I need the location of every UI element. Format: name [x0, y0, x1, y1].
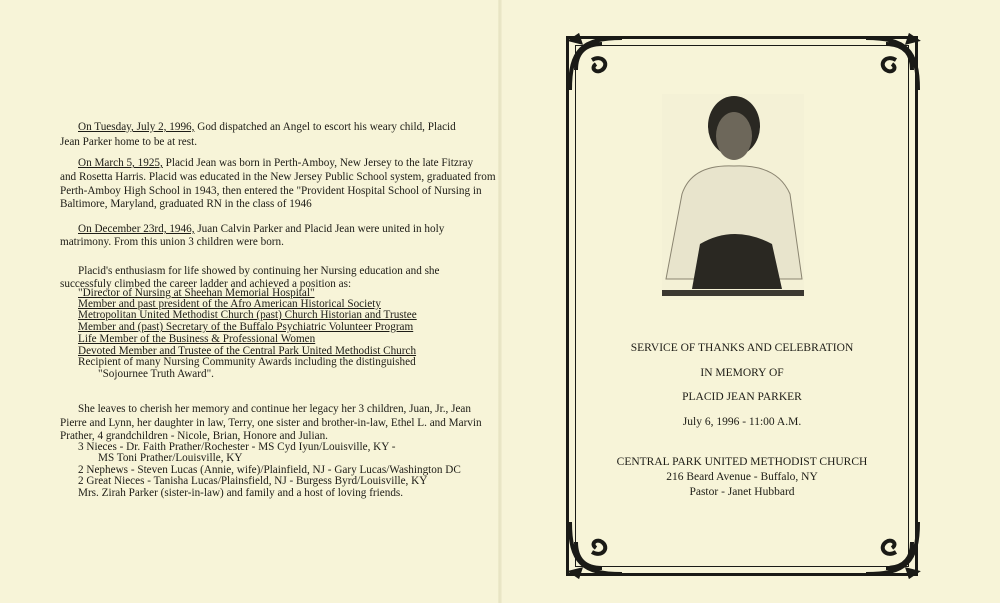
scroll-ornament-icon [562, 30, 632, 100]
scroll-ornament-icon [856, 512, 926, 582]
deceased-name: PLACID JEAN PARKER [682, 391, 802, 403]
service-date: July 6, 1996 - 11:00 A.M. [682, 416, 802, 428]
line-text: Mrs. Zirah Parker (sister-in-law) and family and a host of loving friends. [78, 487, 404, 499]
text-line [60, 236, 284, 249]
line-text: matrimony. From this union 3 children were born. [60, 236, 284, 248]
underlined-text: Devoted Member and Trustee of the Central Park United Methodist Church [78, 345, 417, 357]
line-text: MS Toni Prather/Louisville, KY [98, 452, 243, 464]
text-line [78, 157, 473, 170]
underlined-text: On Tuesday, July 2, 1996, [78, 121, 195, 133]
line-text: God dispatched an Angel to escort his weary child, Placid [194, 121, 456, 133]
line-text: 3 Nieces - Dr. Faith Prather/Rochester - MS Cyd Iyun/Louisville, KY - [78, 441, 396, 453]
line-text: Placid Jean was born in Perth-Amboy, New Jersey to the late Fitzray [162, 157, 474, 169]
underlined-text: Metropolitan United Methodist Church (past) Church Historian and Trustee [78, 309, 417, 321]
text-line [60, 185, 482, 198]
underlined-text: "Director of Nursing at Sheehan Memorial Hospital" [78, 287, 315, 299]
text-line [60, 417, 482, 430]
text-line [78, 487, 403, 500]
text-line [78, 121, 456, 134]
page-fold [498, 0, 502, 603]
text-line [78, 265, 440, 278]
line-text: "Sojournee Truth Award". [98, 368, 214, 380]
line-text: Recipient of many Nursing Community Awards including the distinguished [78, 356, 416, 368]
underlined-text: On December 23rd, 1946, [78, 223, 195, 235]
text-line [60, 198, 312, 211]
line-text: Prather, 4 grandchildren - Nicole, Brian, Honore and Julian. [60, 430, 328, 442]
text-line [98, 368, 214, 381]
underlined-text: Life Member of the Business & Professional Women [78, 333, 316, 345]
line-text: and Rosetta Harris. Placid was educated in the New Jersey Public School system, graduated from [60, 171, 496, 183]
church-address: 216 Beard Avenue - Buffalo, NY [666, 471, 818, 483]
line-text: Pierre and Lynn, her daughter in law, Terry, one sister and brother-in-law, Ethel L. and Marvin [60, 417, 482, 429]
service-title: SERVICE OF THANKS AND CELEBRATION [630, 342, 854, 354]
scroll-ornament-icon [856, 30, 926, 100]
line-text: 2 Great Nieces - Tanisha Lucas/Plainsfield, NJ - Burgess Byrd/Louisville, KY [78, 475, 428, 487]
underlined-text: On March 5, 1925, [78, 157, 163, 169]
line-text: Juan Calvin Parker and Placid Jean were united in holy [194, 223, 445, 235]
underlined-text: Member and past president of the Afro American Historical Society [78, 298, 381, 310]
portrait-photo [662, 94, 804, 300]
line-text: successfuly climbed the career ladder and achieved a position as: [60, 278, 352, 290]
line-text: Jean Parker home to be at rest. [60, 136, 197, 148]
pastor-name: Pastor - Janet Hubbard [689, 486, 795, 498]
line-text: She leaves to cherish her memory and continue her legacy her 3 children, Juan, Jr., Jean [78, 403, 471, 415]
text-line [78, 403, 471, 416]
line-text: 2 Nephews - Steven Lucas (Annie, wife)/Plainfield, NJ - Gary Lucas/Washington DC [78, 464, 461, 476]
in-memory-label: IN MEMORY OF [700, 367, 784, 379]
text-line [78, 223, 444, 236]
text-line [60, 171, 496, 184]
text-line [60, 136, 197, 149]
line-text: Perth-Amboy High School in 1943, then entered the "Provident Hospital School of Nursing in [60, 185, 482, 197]
line-text: Placid's enthusiasm for life showed by continuing her Nursing education and she [78, 265, 440, 277]
scroll-ornament-icon [562, 512, 632, 582]
underlined-text: Member and (past) Secretary of the Buffalo Psychiatric Volunteer Program [78, 321, 414, 333]
line-text: Baltimore, Maryland, graduated RN in the class of 1946 [60, 198, 312, 210]
church-name: CENTRAL PARK UNITED METHODIST CHURCH [616, 456, 868, 468]
